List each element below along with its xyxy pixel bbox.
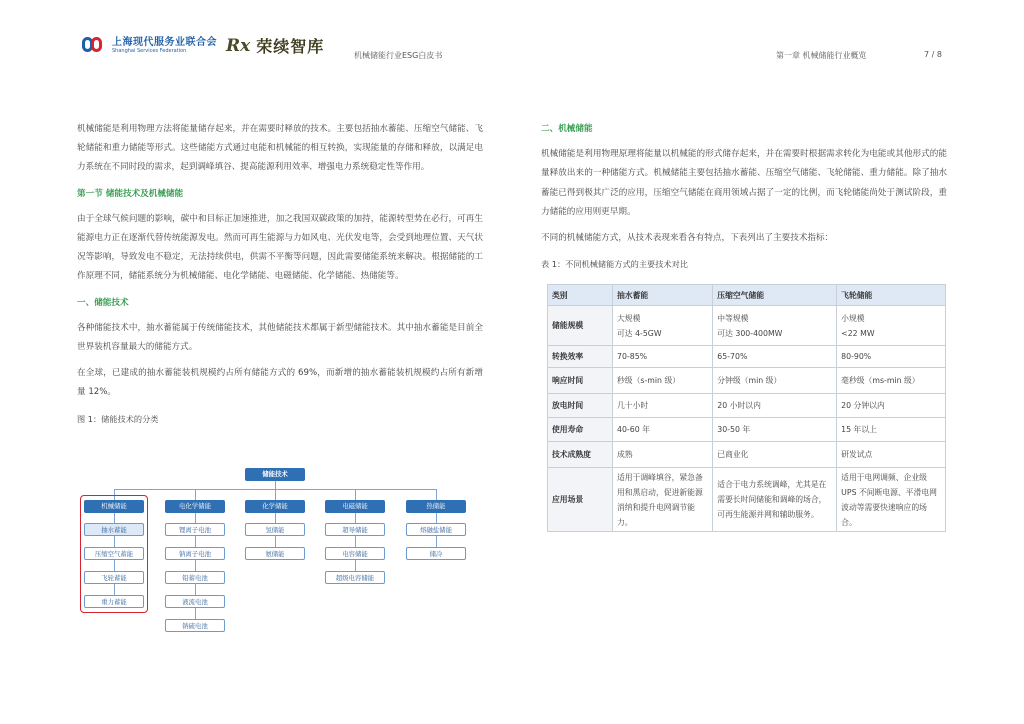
tree-category: 化学储能 [245,500,305,513]
tree-connector [275,481,276,489]
table-header: 飞轮储能 [837,285,946,306]
federation-logo [82,36,217,54]
subsection-2-paragraph-2: 不同的机械储能方式，从技术表现来看各有特点，下表列出了主要技术指标： [541,233,834,244]
figure-caption: 图 1：储能技术的分类 [77,413,159,424]
tree-leaf: 氢储能 [245,523,305,536]
tree-leaf: 锂离子电池 [165,523,225,536]
left-column [77,120,483,429]
subsection-1-heading: 一、储能技术 [77,297,129,308]
table-cell: 40-60 年 [613,418,713,442]
tree-category: 热储能 [406,500,466,513]
table-row [548,468,946,532]
tree-leaf: 氨储能 [245,547,305,560]
section-1-heading: 第一节 储能技术及机械储能 [77,188,184,199]
table-header: 类别 [548,285,613,306]
table-row [548,306,946,346]
tree-connector [436,489,437,500]
chapter-title: 第一章 机械储能行业概览 [776,51,867,60]
table-cell: 分钟级（min 级） [713,368,837,394]
think-tank-logo-icon: Rx [226,35,251,56]
think-tank-logo [226,34,324,57]
subsection-2-paragraph-1: 机械储能是利用物理原理将能量以机械能的形式储存起来，并在需要时根据需求转化为电能或其他形式的能量释放出来的一种储能方式。机械储能主要包括抽水蓄能、压缩空气储能、飞轮储能、重力储能。除了抽水蓄能已得到极其广泛的应用，压缩空气储能在商用领域占据了一定的比例，而飞轮储能尚处于测试阶段，重力储能的应用则更早期。 [541,149,947,217]
table-cell: 几十小时 [613,394,713,418]
tree-leaf: 液流电池 [165,595,225,608]
table-cell: 秒级（s-min 级） [613,368,713,394]
tree-leaf: 熔融盐储能 [406,523,466,536]
table-cell: 小规模 <22 MW [837,306,946,346]
table-row [548,346,946,368]
table-row-label: 应用场景 [548,468,613,532]
table-cell: 适用于电网调频、企业级 UPS 不间断电源、平滑电网波动等需要快速响应的场合。 [837,468,946,532]
page-header [0,0,1024,70]
tree-leaf: 超级电容储能 [325,571,385,584]
table-row-label: 使用寿命 [548,418,613,442]
intro-paragraph: 机械储能是利用物理方法将能量储存起来，并在需要时释放的技术。主要包括抽水蓄能、压缩空气储能、飞轮储能和重力储能等形式。这些储能方式通过电能和机械能的相互转换，实现能量的存储和释放，以满足电力系统在不同时段的需求，起到调峰填谷、提高能源利用效率、增强电力系统稳定性等作用。 [77,124,483,173]
table-row-label: 储能规模 [548,306,613,346]
tree-leaf: 储冷 [406,547,466,560]
table-cell: 毫秒级（ms-min 级） [837,368,946,394]
tree-leaf: 电容储能 [325,547,385,560]
subsection-1-paragraph-1: 各种储能技术中，抽水蓄能属于传统储能技术，其他储能技术都属于新型储能技术。其中抽水蓄能是目前全世界装机容量最大的储能方式。 [77,322,483,353]
table-cell: 65-70% [713,346,837,368]
table-cell: 成熟 [613,442,713,468]
table-header-row [548,285,946,306]
table-cell: 80-90% [837,346,946,368]
table-cell: 15 年以上 [837,418,946,442]
federation-logo-icon [82,36,106,54]
subsection-1-paragraph-2: 在全球，已建成的抽水蓄能装机规模约占所有储能方式的 69%，而新增的抽水蓄能装机规模约占所有新增量 12%。 [77,368,483,398]
tree-leaf: 抽水蓄能 [84,523,144,536]
table-row [548,394,946,418]
subsection-2-heading: 二、机械储能 [541,124,593,134]
table-cell: 30-50 年 [713,418,837,442]
tree-connector [275,489,276,500]
document-title: 机械储能行业ESG白皮书 [354,51,443,60]
right-column [541,120,947,274]
tree-leaf: 压缩空气蓄能 [84,547,144,560]
tree-leaf: 钠离子电池 [165,547,225,560]
table-cell: 研发试点 [837,442,946,468]
table-caption: 表 1：不同机械储能方式的主要技术对比 [541,259,688,270]
table-cell: 20 小时以内 [713,394,837,418]
think-tank-name: 荣续智库 [256,37,325,56]
tree-leaf: 铅蓄电池 [165,571,225,584]
tree-category: 电化学储能 [165,500,225,513]
table-header: 压缩空气储能 [713,285,837,306]
table-row-label: 放电时间 [548,394,613,418]
mechanical-storage-comparison-table [547,284,946,532]
table-cell: 大规模 可达 4-5GW [613,306,713,346]
tree-leaf: 飞轮蓄能 [84,571,144,584]
table-row [548,442,946,468]
tree-connector [355,489,356,500]
table-cell: 20 分钟以内 [837,394,946,418]
tree-leaf: 钠硫电池 [165,619,225,632]
table-header: 抽水蓄能 [613,285,713,306]
federation-name-en: Shanghai Services Federation [112,47,187,54]
tree-leaf: 重力蓄能 [84,595,144,608]
federation-name: 上海现代服务业联合会 [112,36,217,48]
table-cell: 已商业化 [713,442,837,468]
table-row-label: 转换效率 [548,346,613,368]
table-row-label: 响应时间 [548,368,613,394]
tree-leaf: 超导储能 [325,523,385,536]
tree-category: 电磁储能 [325,500,385,513]
table-row [548,418,946,442]
tree-category: 机械储能 [84,500,144,513]
table-cell: 中等规模 可达 300-400MW [713,306,837,346]
section-1-paragraph: 由于全球气候问题的影响，碳中和目标正加速推进，加之我国双碳政策的加持，能源转型势在必行，可再生能源电力正在逐渐代替传统能源发电。然而可再生能源与力如风电、光伏发电等，会受到地理位置、天气状况等影响，导致发电不稳定，无法持续供电，供需不平衡等问题，因此需要储能系统来解决。根据储能的工作原理不同，储能系统分为机械储能、电化学储能、电磁储能、化学储能、热储能等。 [77,213,483,282]
storage-technology-tree [80,465,480,645]
table-cell: 适合于电力系统调峰，尤其是在需要长时间储能和调峰的场合，可再生能源并网和辅助服务。 [713,468,837,532]
table-row [548,368,946,394]
table-row-label: 技术成熟度 [548,442,613,468]
tree-root: 储能技术 [245,468,305,481]
tree-connector [195,489,196,500]
page-number: 7 / 8 [924,50,942,59]
table-cell: 70-85% [613,346,713,368]
table-cell: 适用于调峰填谷，紧急备用和黑启动，促进新能源消纳和提升电网调节能力。 [613,468,713,532]
